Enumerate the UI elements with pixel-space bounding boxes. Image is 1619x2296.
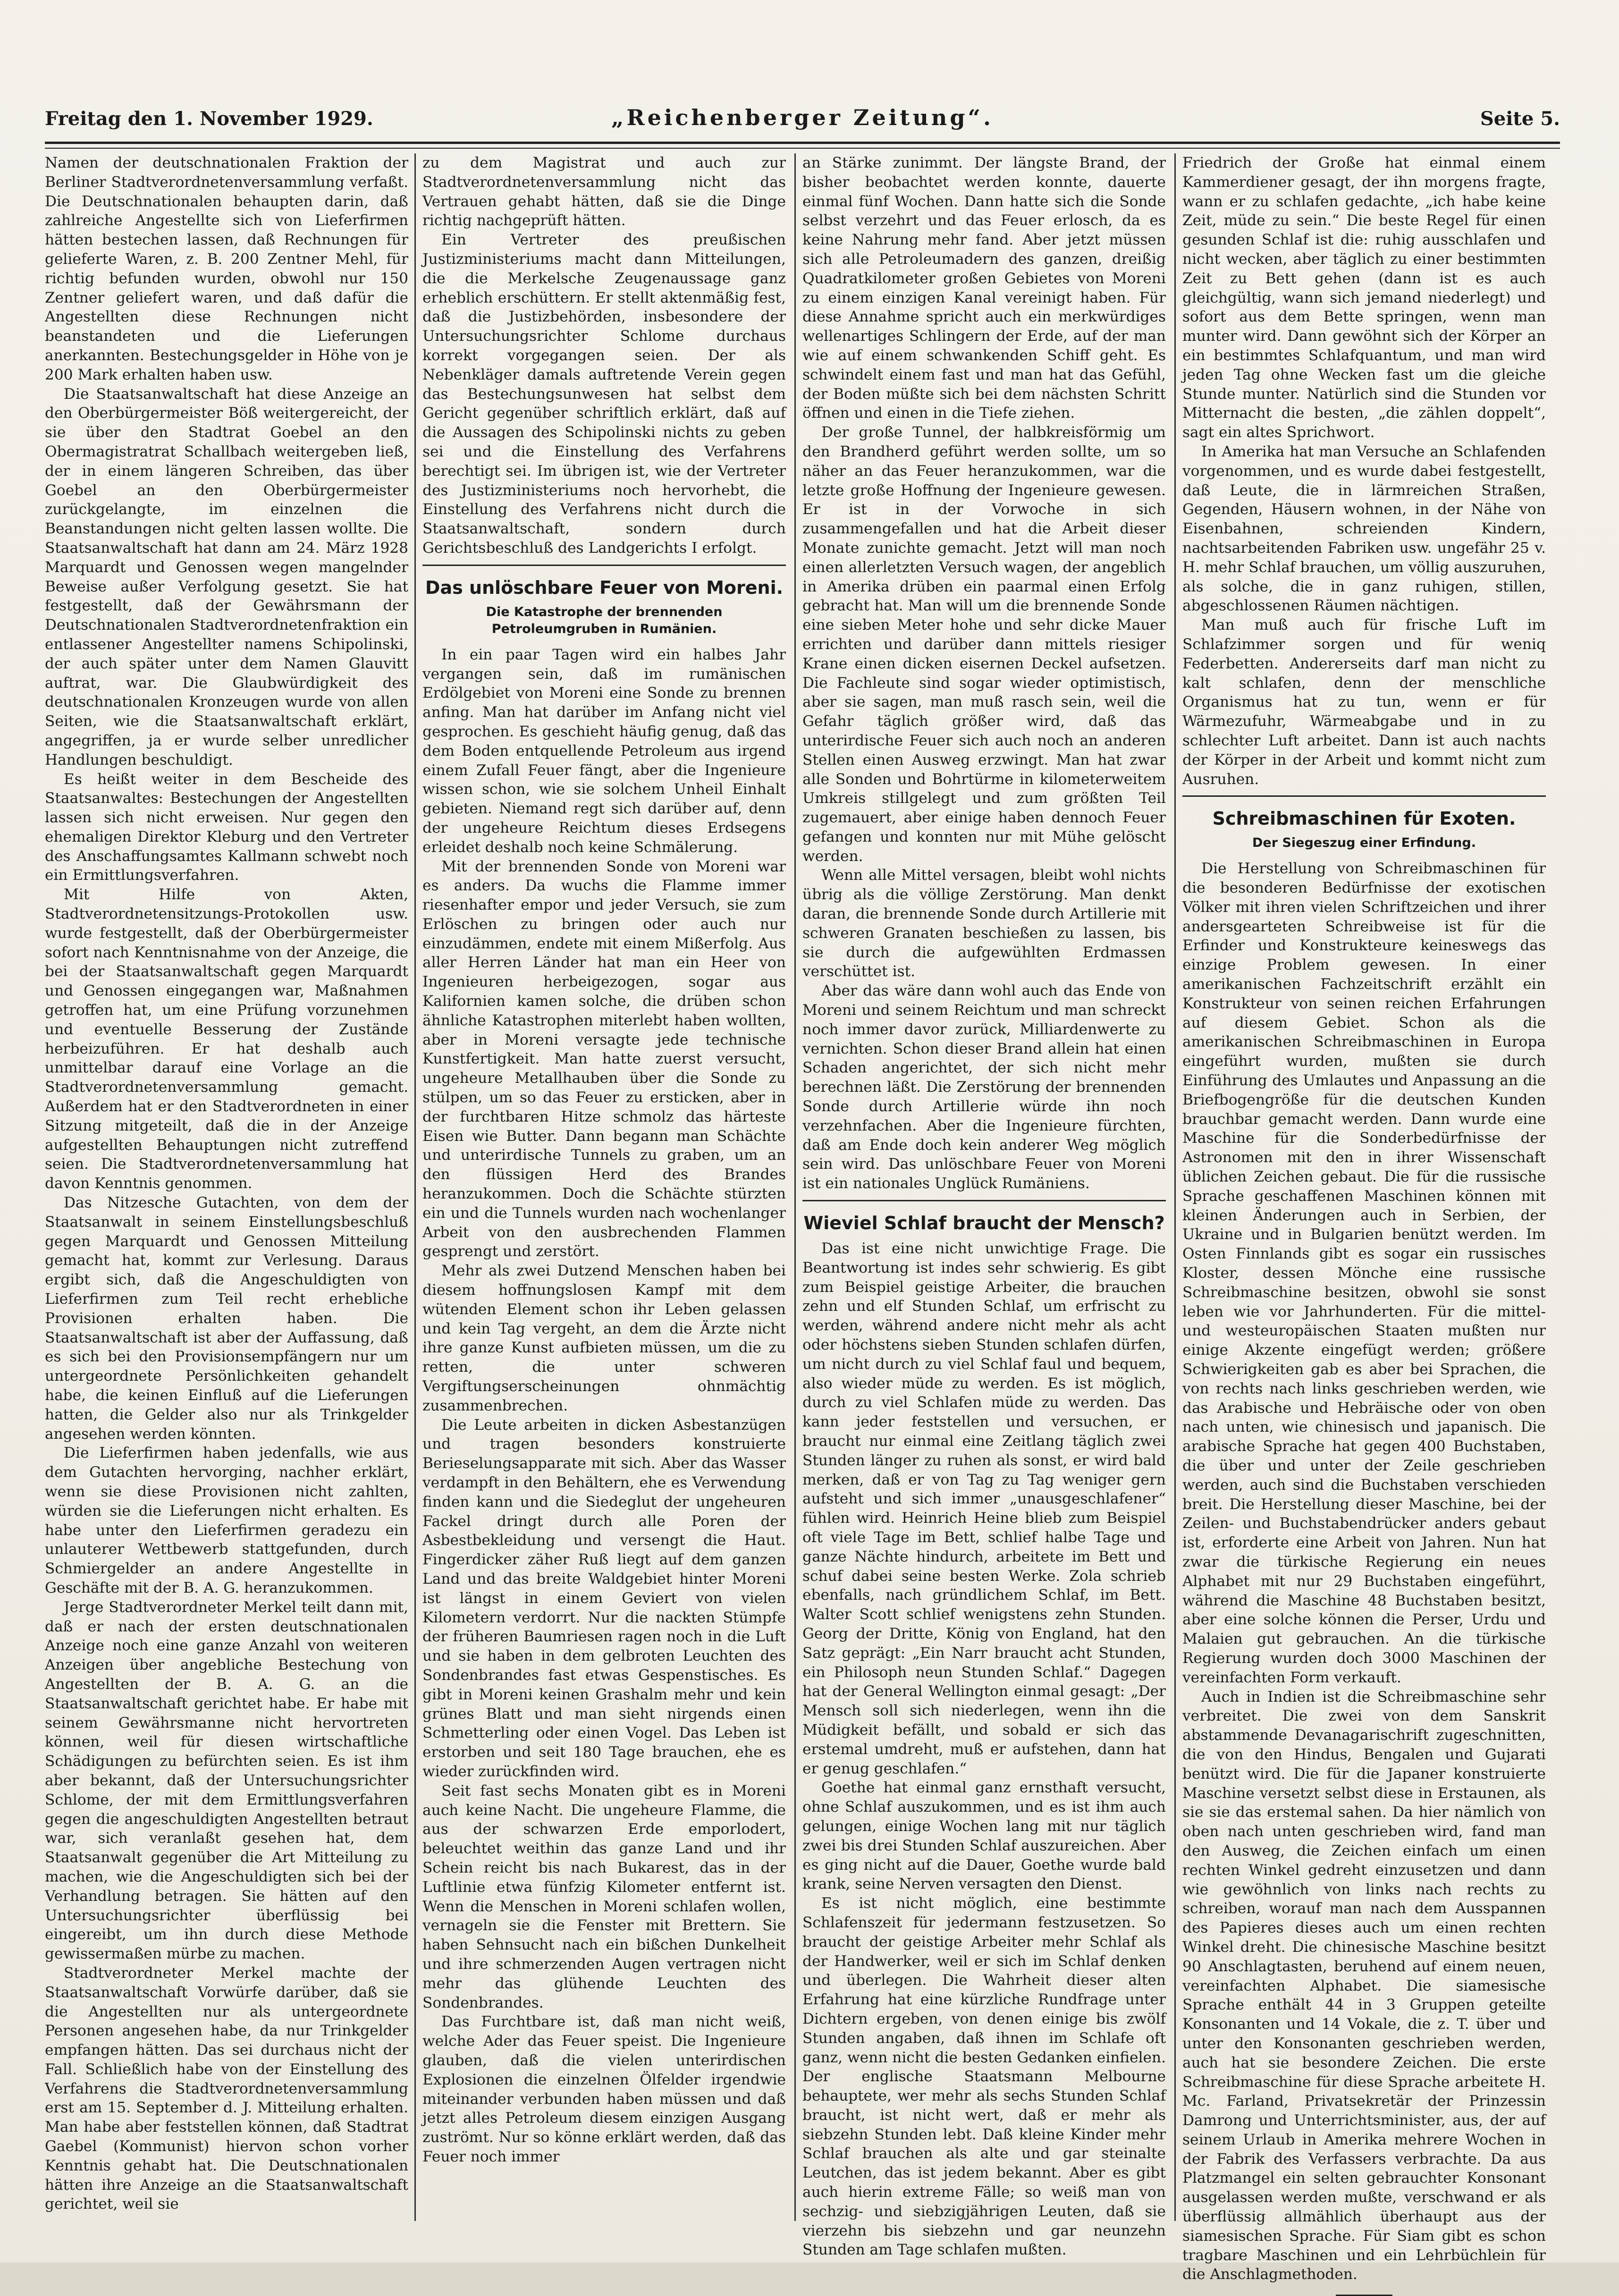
column-divider	[794, 153, 796, 2221]
column-4	[1182, 153, 1546, 2283]
paragraph: In ein paar Tagen wird ein halbes Jahr vergangen sein, daß im rumänischen Erdölgebiet von Moreni eine Sonde zu brennen anfing. Man hat darüber im Anfang nicht viel gesprochen. Es geschieht häufig genug, daß das dem Boden entquellende Petroleum aus irgend einem Zufall Feuer fängt, aber die Ingenieure wissen schon, wie sie solchem Unheil Einhalt gebieten. Niemand regt sich darüber auf, denn der ungeheure Reichtum dieses Erdsegens erleidet deshalb noch keine Schmälerung.	[422, 646, 786, 856]
paragraph: Ein Vertreter des preußischen Justizministeriums macht dann Mitteilungen, die die Merkelsche Zeugenaussage ganz erheblich erschüttern. Er stellt aktenmäßig fest, daß die Justizbehörden, insbesondere der Untersuchungsrichter Schlome durchaus korrekt vorgegangen seien. Der als Nebenkläger damals auftretende Verein gegen das Bestechungsunwesen hat selbst dem Gericht gegenüber schriftlich erklärt, daß auf die Aussagen des Schipolinski nichts zu geben sei und die Einstellung des Verfahrens berechtigt sei. Im übrigen ist, wie der Vertreter des Justizministeriums noch hervorhebt, die Einstellung des Verfahrens nicht durch die Staatsanwaltschaft, sondern durch Gerichtsbeschluß des Landgerichts I erfolgt.	[422, 231, 786, 557]
paragraph: Mehr als zwei Dutzend Menschen haben bei diesem hoffnungslosen Kampf mit dem wütenden Element schon ihr Leben gelassen und kein Tag vergeht, an dem die Ärzte nicht ihre ganze Kunst aufbieten müssen, um die zu retten, die unter schweren Vergiftungserscheinungen ohnmächtig zusammenbrechen.	[422, 1262, 786, 1414]
paragraph: Es heißt weiter in dem Bescheide des Staatsanwaltes: Bestechungen der Angestellten lassen sich nicht erweisen. Nur gegen den ehemaligen Direktor Kleburg und den Vertreter des Anschaffungsamtes Kallmann schwebt noch ein Ermittlungsverfahren.	[45, 770, 408, 884]
article-headline-schlaf: Wieviel Schlaf braucht der Mensch?	[803, 1213, 1165, 1234]
paragraph: Die Lieferfirmen haben jedenfalls, wie aus dem Gutachten hervorging, nachher erklärt, wenn sie diese Provisionen nicht zahlten, würden sie die Lieferungen nicht erhalten. Es habe unter den Lieferfirmen geradezu ein unlauterer Wettbewerb stattgefunden, durch Schmiergelder an andere Angestellte in Geschäfte mit der B. A. G. heranzukommen.	[45, 1444, 408, 1596]
newspaper-title: „Reichenberger Zeitung“.	[611, 105, 994, 130]
article-headline-schreibmaschinen: Schreibmaschinen für Exoten.	[1212, 808, 1516, 829]
paragraph: Jerge Stadtverordneter Merkel teilt dann mit, daß er nach der ersten deutschnationalen Anzeige noch eine ganze Anzahl von weiteren Anzeigen über angebliche Bestechung von Angestellten der B. A. G. an die Staatsanwaltschaft gerichtet habe. Er habe mit seinem Gewährsmanne nicht hervortreten können, weil für diesen wirtschaftliche Schädigungen zu befürchten seien. Es ist ihm aber bekannt, daß der Untersuchungsrichter Schlome, der mit dem Ermittlungsverfahren gegen die angeschuldigten Angestellten betraut war, sich veranlaßt gesehen hat, dem Staatsanwalt gegenüber die Art Mitteilung zu machen, wie die Angeschuldigten sich bei der Verhandlung betragen. Sie hätten auf den Untersuchungsrichter überflüssig bei eingereibt, um ihn durch diese Methode gewissermaßen mürbe zu machen.	[45, 1598, 408, 1963]
paragraph: Goethe hat einmal ganz ernsthaft versucht, ohne Schlaf auszukommen, und es ist ihm auch gelungen, einige Wochen lang mit nur täglich zwei bis drei Stunden Schlaf auszureichen. Aber es ging nicht auf die Dauer, Goethe wurde bald krank, seine Nerven versagten den Dienst.	[802, 1779, 1166, 1893]
column-2	[422, 153, 786, 2221]
paragraph: Wenn alle Mittel versagen, bleibt wohl nichts übrig als die völlige Zerstörung. Man denkt daran, die brennende Sonde durch Artillerie mit schweren Granaten beschießen zu lassen, bis sie durch die aufgewühlten Erdmassen verschüttet ist.	[802, 867, 1166, 980]
paragraph: Mit Hilfe von Akten, Stadtverordnetensitzungs-Protokollen usw. wurde festgestellt, daß der Oberbürgermeister sofort nach Kenntnisnahme von der Anzeige, die bei der Staatsanwaltschaft gegen Marquardt und Genossen eingegangen war, Maßnahmen getroffen hat, um eine Prüfung vorzunehmen und eventuelle Besserung der Zustände herbeizuführen. Er hat deshalb auch unmittelbar darauf eine Vorlage an die Stadtverordnetenversammlung gemacht. Außerdem hat er den Stadtverordneten in einer Sitzung mitgeteilt, daß die in der Anzeige aufgestellten Behauptungen nicht zutreffend seien. Die Stadtverordnetenversammlung hat davon Kenntnis genommen.	[45, 886, 408, 1192]
paragraph: In Amerika hat man Versuche an Schlafenden vorgenommen, und es wurde dabei festgestellt, daß Leute, die in lärmreichen Straßen, Gegenden, Häusern wohnen, in der Nähe von Eisenbahnen, schreienden Kindern, nachtsarbeitenden Fabriken usw. ungefähr 25 v. H. mehr Schlaf brauchen, um völlig auszuruhen, als solche, die in ganz ruhigen, stillen, abgeschlossenen Räumen nächtigen.	[1182, 443, 1546, 615]
paragraph: zu dem Magistrat und auch zur Stadtverordnetenversammlung nicht das Vertrauen gehabt hätten, daß sie die Dinge richtig nachgeprüft hätten.	[422, 154, 786, 229]
column-1	[45, 153, 408, 2221]
paragraph: Das Furchtbare ist, daß man nicht weiß, welche Ader das Feuer speist. Die Ingenieure glauben, daß die vielen unterirdischen Explosionen die einzelnen Ölfelder irgendwie miteinander verbunden haben müssen und daß jetzt alles Petroleum diesem einzigen Ausgang zuströmt. Nur so könne erklärt werden, daß das Feuer noch immer	[422, 2013, 786, 2165]
paragraph: Der große Tunnel, der halbkreisförmig um den Brandherd geführt werden sollte, um so näher an das Feuer heranzukommen, war die letzte große Hoffnung der Ingenieure gewesen. Er ist in der Vorwoche in sich zusammengefallen und hat die Arbeit dieser Monate zunichte gemacht. Jetzt will man noch einen allerletzten Versuch wagen, der angeblich in Amerika drüben ein paarmal einen Erfolg gebracht hat. Man will um die brennende Sonde eine sieben Meter hohe und sehr dicke Mauer errichten und darüber dann mittels riesiger Krane einen dicken eisernen Deckel aufsetzen. Die Fachleute sind sogar wieder optimistisch, aber sie sagen, man muß rasch sein, weil die Gefahr täglich größer wird, daß das unterirdische Feuer sich auch noch an anderen Stellen einen Ausweg erzwingt. Man hat zwar alle Sonden und Bohrtürme in kilometerweitem Umkreis stillgelegt und zum größten Teil zugemauert, aber einige haben dennoch Feuer gefangen und konnten nur mit Mühe gelöscht werden.	[802, 424, 1166, 865]
paragraph: Mit der brennenden Sonde von Moreni war es anders. Da wuchs die Flamme immer riesenhafter empor und jeder Versuch, sie zum Erlöschen zu bringen oder auch nur einzudämmen, endete mit einem Mißerfolg. Aus aller Herren Länder hat man ein Heer von Ingenieuren herbeigezogen, sogar aus Kalifornien kamen solche, die drüben schon ähnliche Katastrophen miterlebt haben wollten, aber in Moreni versagte jede technische Kunstfertigkeit. Man hatte zuerst versucht, ungeheure Metallhauben über die Sonde zu stülpen, um so das Feuer zu ersticken, aber in der furchtbaren Hitze schmolz das härteste Eisen wie Butter. Dann begann man Schächte und unterirdische Tunnels zu graben, um an den flüssigen Herd des Brandes heranzukommen. Doch die Schächte stürzten ein und die Tunnels wurden nach wochenlanger Arbeit von den ausbrechenden Flammen gesprengt und zerstört.	[422, 858, 786, 1260]
article-separator	[1182, 795, 1546, 797]
paragraph: Das ist eine nicht unwichtige Frage. Die Beantwortung ist indes sehr schwierig. Es gibt zum Beispiel geistige Arbeiter, die brauchen zehn und elf Stunden Schlaf, um erfrischt zu werden, während andere nicht mehr als acht oder höchstens sieben Stunden schlafen dürfen, um nicht durch zu viel Schlaf faul und bequem, also wieder müde zu werden. Es ist möglich, durch zu viel Schlafen müde zu werden. Das kann jeder feststellen und versuchen, er braucht nur einmal eine Zeitlang täglich zwei Stunden länger zu ruhen als sonst, er wird bald merken, daß er von Tag zu Tag weniger gern aufsteht und sich immer „unausgeschlafener“ fühlen wird. Heinrich Heine blieb zum Beispiel oft viele Tage im Bett, schlief halbe Tage und ganze Nächte hindurch, arbeitete im Bett und schuf dabei seine besten Werke. Zola schrieb ebenfalls, nach gründlichem Schlaf, im Bett. Walter Scott schlief wenigstens zehn Stunden. Georg der Dritte, König von England, hat den Satz geprägt: „Ein Narr braucht acht Stunden, ein Philosoph neun Stunden Schlaf.“ Dagegen hat der General Wellington einmal gesagt: „Der Mensch soll sich niederlegen, wenn ihn die Müdigkeit befällt, und sobald er sich das erstemal umdreht, muß er aufstehen, dann hat er genug geschlafen.“	[802, 1240, 1166, 1777]
paragraph: Die Staatsanwaltschaft hat diese Anzeige an den Oberbürgermeister Böß weitergereicht, der sie über den Stadtrat Goebel an den Obermagistratrat Schallbach weitergeben ließ, der in einem längeren Schreiben, das über Goebel an den Oberbürgermeister zurückgelangte, im einzelnen die Beanstandungen nicht gelten lassen wollte. Die Staatsanwaltschaft hat dann am 24. März 1928 Marquardt und Genossen wegen mangelnder Beweise außer Verfolgung gesetzt. Sie hat festgestellt, daß der Gewährsmann der Deutschnationalen Stadtverordnetenfraktion ein entlassener Angestellter namens Schipolinski, der auch später unter dem Namen Glauvitt auftrat, war. Die Glaubwürdigkeit des deutschnationalen Kronzeugen wurde von allen Seiten, wie die Staatsanwaltschaft erklärt, angegriffen, ja er wurde selber unredlicher Handlungen beschuldigt.	[45, 385, 408, 768]
paragraph: Aber das wäre dann wohl auch das Ende von Moreni und seinem Reichtum und man schreckt noch immer davor zurück, Milliardenwerte zu vernichten. Schon dieser Brand allein hat einen Schaden angerichtet, der sich nicht mehr berechnen läßt. Die Zerstörung der brennenden Sonde durch Artillerie würde ihn noch verzehnfachen. Aber die Ingenieure fürchten, daß am Ende doch kein anderer Weg möglich sein wird. Das unlöschbare Feuer von Moreni ist ein nationales Unglück Rumäniens.	[802, 982, 1166, 1192]
paragraph: an Stärke zunimmt. Der längste Brand, der bisher beobachtet werden konnte, dauerte einmal fünf Wochen. Dann hatte sich die Sonde selbst verzehrt und das Feuer erlosch, da es keine Nahrung mehr fand. Aber jetzt müssen sich alle Petroleumadern des ganzen, dreißig Quadratkilometer großen Gebietes von Moreni zu einem einzigen Kanal vereinigt haben. Für diese Annahme spricht auch ein merkwürdiges wellenartiges Schlingern der Erde, auf der man wie auf einem schwankenden Schiff geht. Es schwindelt einem fast und man hat das Gefühl, der Boden müßte sich bei dem nächsten Schritt öffnen und einen in die Tiefe ziehen.	[802, 154, 1166, 422]
paragraph: Man muß auch für frische Luft im Schlafzimmer sorgen und für weniq Federbetten. Andererseits darf man nicht zu kalt schlafen, denn der menschliche Organismus hat zu tun, wenn er für Wärmezufuhr, Wärmeabgabe und in zu schlechter Luft arbeitet. Dann ist auch nachts der Körper in der Arbeit und kommt nicht zum Ausruhen.	[1182, 616, 1546, 788]
article-separator	[802, 1200, 1166, 1201]
paragraph: Die Leute arbeiten in dicken Asbestanzügen und tragen besonders konstruierte Berieselungsapparate mit sich. Aber das Wasser verdampft in den Behältern, ehe es Verwendung finden kann und die Siedeglut der ungeheuren Fackel dringt durch alle Poren der Asbestbekleidung und versengt die Haut. Fingerdicker zäher Ruß liegt auf dem ganzen Land und das breite Waldgebiet hinter Moreni ist längst in einem Geviert von vielen Kilometern verdorrt. Nur die nackten Stümpfe der früheren Baumriesen ragen noch in die Luft und sie haben in dem gelbroten Leuchten des Sondenbrandes fast etwas Gespenstisches. Es gibt in Moreni keinen Grashalm mehr und kein grünes Blatt und man sieht nirgends einen Schmetterling oder einen Vogel. Das Leben ist erstorben und seit 180 Tage brauchen, ehe es wieder zurückfinden wird.	[422, 1416, 786, 1780]
paragraph: Namen der deutschnationalen Fraktion der Berliner Stadtverordnetenversammlung verfaßt. Die Deutschnationalen behaupten darin, daß zahlreiche Angestellte sich von Lieferfirmen hätten bestechen lassen, daß Rechnungen für gelieferte Waren, z. B. 200 Zentner Mehl, für richtig befunden wurden, obwohl nur 150 Zentner geliefert waren, und daß dafür die Angestellten diese Rechnungen nicht beanstandeten und die Lieferungen anerkannten. Bestechungsgelder in Höhe von je 200 Mark erhalten haben usw.	[45, 154, 408, 383]
paragraph: Seit fast sechs Monaten gibt es in Moreni auch keine Nacht. Die ungeheure Flamme, die aus der schwarzen Erde emporlodert, beleuchtet weithin das ganze Land und ihr Schein reicht bis nach Bukarest, das in der Luftlinie etwa fünfzig Kilometer entfernt ist. Wenn die Menschen in Moreni schlafen wollen, vernageln sie die Fenster mit Brettern. Sie haben Sehnsucht nach ein bißchen Dunkelheit und ihre schmerzenden Augen vertragen nicht mehr das glühende Leuchten des Sondenbrandes.	[422, 1782, 786, 2011]
article-headline-moreni: Das unlöschbare Feuer von Moreni.	[425, 577, 784, 598]
article-separator	[422, 565, 786, 566]
page-header	[45, 99, 1560, 137]
paragraph: Stadtverordneter Merkel machte der Staatsanwaltschaft Vorwürfe darüber, daß sie die Angestellten nur als untergeordnete Personen angesehen habe, da nur Trinkgelder empfangen hätten. Das sei durchaus nicht der Fall. Schließlich habe von der Einstellung des Verfahrens die Stadtverordnetenversammlung erst am 15. September d. J. Mitteilung erhalten. Man habe aber feststellen können, daß Stadtrat Gaebel (Kommunist) hiervon schon vorher Kenntnis gehabt hat. Die Deutschnationalen hätten ihre Anzeige an die Staatsanwaltschaft gerichtet, weil sie	[45, 1964, 408, 2213]
paragraph: Es ist nicht möglich, eine bestimmte Schlafenszeit für jedermann festzusetzen. So braucht der geistige Arbeiter mehr Schlaf als der Handwerker, weil er sich im Schlaf denken und überlegen. Die Wahrheit dieser alten Erfahrung hat eine kürzliche Rundfrage unter Dichtern ergeben, von denen einige bis zwölf Stunden angaben, daß ihnen im Schlafe oft ganz, wenn nicht die besten Gedanken einfielen. Der englische Staatsmann Melbourne behauptete, wer mehr als sechs Stunden Schlaf braucht, ist nicht wert, daß er mehr als siebzehn Stunden lebt. Daß kleine Kinder mehr Schlaf brauchen als alte und gar steinalte Leutchen, das ist jedem bekannt. Aber es gibt auch hierin extreme Fälle; so weiß man von sechzig- und siebzigjährigen Leuten, daß sie vierzehn bis siebzehn und gar neunzehn Stunden am Tage schlafen mußten.	[802, 1895, 1166, 2259]
paragraph: Die Herstellung von Schreibmaschinen für die besonderen Bedürfnisse der exotischen Völker mit ihren vielen Schriftzeichen und ihrer andersgearteten Schreibweise ist für die Erfinder und Konstrukteure keineswegs das einzige Problem gewesen. In einer amerikanischen Fachzeitschrift erzählt ein Konstrukteur von seinen reichen Erfahrungen auf diesem Gebiet. Schon als die amerikanischen Schreibmaschinen in Europa eingeführt wurden, mußten sie durch Einführung des Umlautes und Anpassung an die Briefbogengröße für die deutschen Kunden brauchbar gemacht werden. Dann wurde eine Maschine für die Sonderbedürfnisse der Astronomen mit den in ihrer Wissenschaft üblichen Zeichen gebaut. Die für die russische Sprache geschaffenen Maschinen können mit kleinen Änderungen auch in Serbien, der Ukraine und in Bulgarien benützt werden. Im Osten Finnlands gibt es sogar ein russisches Kloster, dessen Mönche eine russische Schreibmaschine besitzen, obwohl sie sonst leben wie vor Jahrhunderten. Für die mittel- und westeuropäischen Staaten mußten nur einige Akzente eingefügt werden; größere Schwierigkeiten gab es aber bei Sprachen, die von rechts nach links geschrieben werden, wie das Arabische und Hebräische oder von oben nach unten, wie chinesisch und japanisch. Die arabische Sprache hat gegen 400 Buchstaben, die über und unter der Zeile geschrieben werden, auch sind die Buchstaben verschieden breit. Die Herstellung dieser Maschine, bei der Zeilen- und Buchstabendrücker anders gebaut ist, erforderte eine Arbeit von Jahren. Nun hat zwar die türkische Regierung ein neues Alphabet mit nur 29 Buchstaben eingeführt, während die Maschine 48 Buchstaben besitzt, aber eine solche können die Perser, Urdu und Malaien gut gebrauchen. An die türkische Regierung wurden doch 3000 Maschinen der vereinfachten Form verkauft.	[1182, 860, 1546, 1686]
header-rule	[45, 142, 1560, 149]
paragraph: Auch in Indien ist die Schreibmaschine sehr verbreitet. Die zwei von dem Sanskrit abstammende Devanagarischrift zugeschnitten, die von den Hindus, Bengalen und Gujarati benützt wird. Die für die Japaner konstruierte Maschine versetzt selbst diese in Erstaunen, als sie sie das erstemal sahen. Da hier nämlich von oben nach unten geschrieben wird, fand man den Ausweg, die Zeichen einfach um einen rechten Winkel gedreht einzusetzen und dann wie gewöhnlich von links nach rechts zu schreiben, worauf man nach dem Ausspannen des Papieres dieses auch um einen rechten Winkel dreht. Die chinesische Maschine besitzt 90 Anschlagtasten, beruhend auf einem neuen, vereinfachten Alphabet. Die siamesische Sprache enthält 44 in 3 Gruppen geteilte Konsonanten und 14 Vokale, die z. T. über und unter den Konsonanten geschrieben werden, auch hat sie besondere Zeichen. Die erste Schreibmaschine für diese Sprache arbeitete H. Mc. Farland, Privatsekretär der Prinzessin Damrong und Unterrichtsminister, aus, der auf seinem Urlaub in Amerika mehrere Wochen in der Fabrik des Verfassers verbrachte. Da aus Platzmangel ein selten gebrauchter Konsonant ausgelassen werden mußte, verschwand er als überflüssig allmählich überhaupt aus der siamesischen Sprache. Für Siam gibt es schon tragbare Maschinen und ein Lehrbüchlein für die Anschlagmethoden.	[1182, 1688, 1546, 2283]
article-subheadline-schreibmaschinen: Der Siegeszug einer Erfindung.	[1252, 836, 1476, 851]
paragraph: Das Nitzesche Gutachten, von dem der Staatsanwalt in seinem Einstellungsbeschluß gegen Marquardt und Genossen Mitteilung gemacht hat, kommt zur Verlesung. Daraus ergibt sich, daß die Angeschuldigten von Lieferfirmen zum Teil recht erhebliche Provisionen erhalten haben. Die Staatsanwaltschaft ist aber der Auffassung, daß es sich bei den Provisionsempfängern nur um untergeordnete Persönlichkeiten gehandelt habe, die keinen Einfluß auf die Lieferungen hatten, die Gelder also nur als Trinkgelder angesehen werden könnten.	[45, 1194, 408, 1443]
column-divider	[1174, 153, 1176, 2221]
column-divider	[414, 153, 416, 2221]
article-subheadline-moreni: Die Katastrophe der brennenden Petroleumgruben in Rumänien.	[486, 604, 723, 636]
paragraph: Friedrich der Große hat einmal einem Kammerdiener gesagt, der ihn morgens fragte, wann er zu schlafen gedachte, „ich habe keine Zeit, müde zu sein.“ Die beste Regel für einen gesunden Schlaf ist die: ruhig ausschlafen und nicht wecken, aber täglich zu einer bestimmten Zeit zu Bett gehen (dann ist es auch gleichgültig, wann sich jemand niederlegt) und sofort aus dem Bette springen, wenn man munter wird. Dann gewöhnt sich der Körper an ein bestimmtes Schlafquantum, und man wird jeden Tag ohne Wecken fast um die gleiche Stunde munter. Natürlich sind die Stunden vor Mitternacht die besten, „die zählen doppelt“, sagt ein altes Sprichwort.	[1182, 154, 1546, 441]
issue-date: Freitag den 1. November 1929.	[45, 108, 373, 130]
column-3	[802, 153, 1166, 2259]
page-number: Seite 5.	[1480, 108, 1560, 130]
